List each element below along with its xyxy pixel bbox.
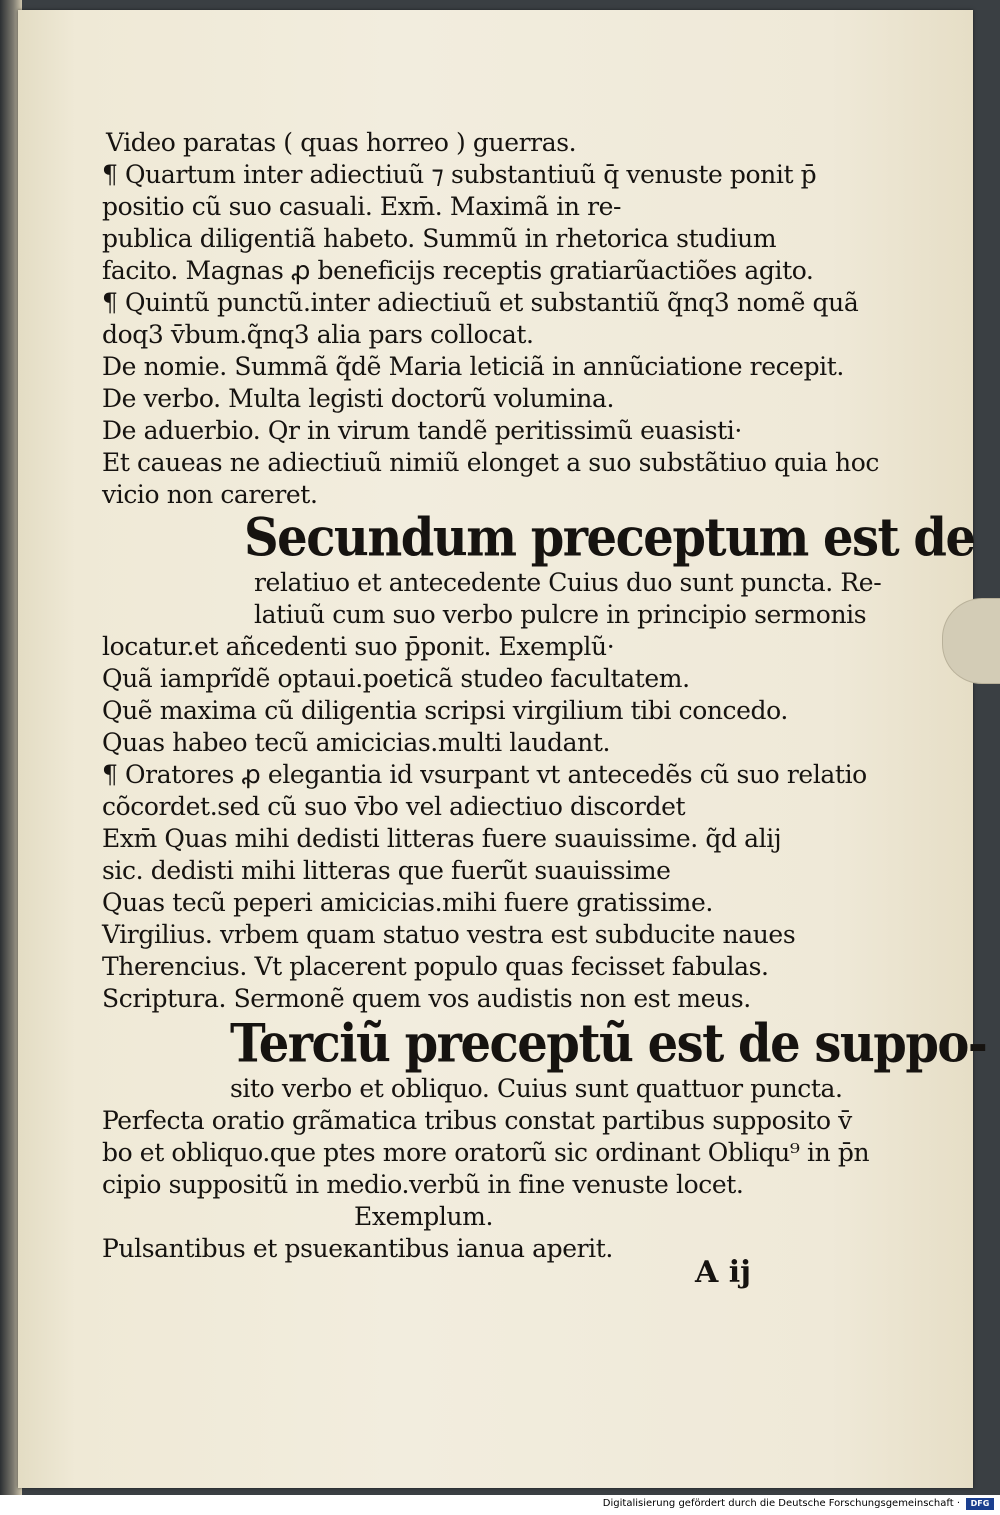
section-heading-tercium: Terciũ preceptũ est de suppo- — [230, 1013, 987, 1075]
text-line: Exm̄ Quas mihi dedisti litteras fuere suauissime. q̃d alij — [102, 824, 782, 853]
text-line: bo et obliquo.que ptes more oratorũ sic ordinant Obliqu⁹ in p̄n — [102, 1138, 870, 1167]
text-line: Therencius. Vt placerent populo quas fecisset fabulas. — [102, 952, 769, 981]
text-line: Quẽ maxima cũ diligentia scripsi virgilium tibi concedo. — [102, 696, 788, 725]
text-line: Virgilius. vrbem quam statuo vestra est subducite naues — [102, 920, 796, 949]
text-line: cõcordet.sed cũ suo v̄bo vel adiectiuo discordet — [102, 792, 686, 821]
text-line: Exemplum. — [354, 1202, 494, 1231]
signature-mark: A ij — [695, 1255, 751, 1290]
text-line: De nomie. Summã q̃dẽ Maria leticiã in annũciatione recepit. — [102, 352, 844, 381]
text-line: Quã iamprĩdẽ optaui.poeticã studeo facultatem. — [102, 664, 690, 693]
footer-credit: Digitalisierung gefördert durch die Deutsche Forschungsgemeinschaft · — [602, 1498, 960, 1509]
text-line: Quas tecũ peperi amicicias.mihi fuere gratissime. — [102, 888, 713, 917]
text-line: sic. dedisti mihi litteras que fuerũt suauissime — [102, 856, 671, 885]
text-line: latiuũ cum suo verbo pulcre in principio sermonis — [254, 600, 867, 629]
text-line: relatiuo et antecedente Cuius duo sunt puncta. Re- — [254, 568, 882, 597]
section-heading-secundum: Secundum preceptum est de — [244, 507, 975, 569]
text-line: De aduerbio. Qr in virum tandẽ peritissimũ euasisti· — [102, 416, 742, 445]
text-line: ¶ Oratores ꝓ elegantia id vsurpant vt antecedẽs cũ suo relatio — [102, 760, 867, 789]
text-line: Et caueas ne adiectiuũ nimiũ elonget a suo substãtiuo quia hoc — [102, 448, 879, 477]
text-line: vicio non careret. — [102, 480, 318, 509]
text-line: Quas habeo tecũ amicicias.multi laudant. — [102, 728, 611, 757]
text-line: Perfecta oratio grãmatica tribus constat partibus supposito v̄ — [102, 1106, 852, 1135]
text-line: Scriptura. Sermonẽ quem vos audistis non est meus. — [102, 984, 751, 1013]
text-line: doq3 v̄bum.q̃nq3 alia pars collocat. — [102, 320, 534, 349]
text-line: cipio suppositũ in medio.verbũ in fine venuste locet. — [102, 1170, 744, 1199]
text-line: De verbo. Multa legisti doctorũ volumina. — [102, 384, 615, 413]
text-line: positio cũ suo casuali. Exm̄. Maximã in re- — [102, 192, 622, 221]
footer-bar — [0, 1495, 1000, 1515]
text-line: Video paratas ( quas horreo ) guerras. — [106, 128, 577, 157]
dfg-logo-icon[interactable]: DFG — [966, 1498, 994, 1510]
text-line: facito. Magnas ꝓ beneficijs receptis gratiarũactiões agito. — [102, 256, 814, 285]
text-line: ¶ Quartum inter adiectiuũ ⁊ substantiuũ q̄ venuste ponit p̄ — [102, 160, 817, 189]
text-line: sito verbo et obliquo. Cuius sunt quattuor puncta. — [230, 1074, 843, 1103]
text-line: ¶ Quintũ punctũ.inter adiectiuũ et substantiũ q̃nq3 nomẽ quã — [102, 288, 859, 317]
text-line: Pulsantibus et psueкantibus ianua aperit. — [102, 1234, 613, 1263]
text-line: locatur.et añcedenti suo p̄ponit. Exemplũ· — [102, 632, 615, 661]
text-line: publica diligentiã habeto. Summũ in rhetorica studium — [102, 224, 777, 253]
